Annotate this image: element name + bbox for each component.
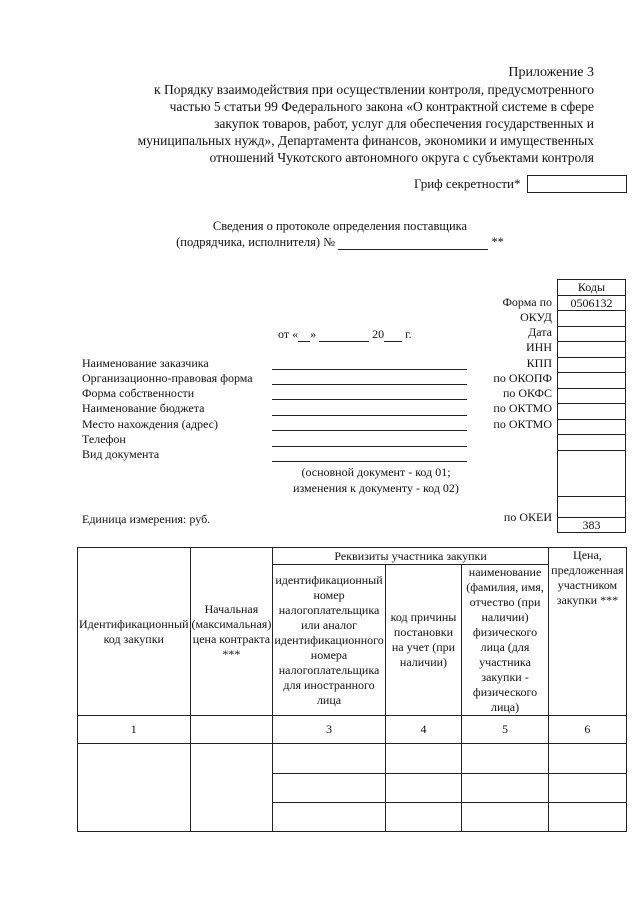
code-oktmo-1[interactable]: [558, 404, 626, 420]
protocol-number-footnote: **: [491, 235, 504, 249]
header-procurement-code: Идентификационный код закупки: [78, 548, 191, 716]
ownership-label: Форма собственности: [82, 386, 195, 400]
appendix-line: закупок товаров, работ, услуг для обеспечения государственных и: [214, 116, 594, 131]
doc-type-note-line1: (основной документ - код 01;: [301, 465, 451, 479]
header-inn: идентификационный номер налогоплательщика или аналог идентификационного номера налогоплательщика для иностранного лица: [273, 565, 385, 716]
date-line: [278, 327, 412, 342]
customer-name-label: Наименование заказчика: [82, 356, 209, 370]
code-phone[interactable]: [558, 435, 626, 451]
header-initial-price: Начальная (максимальная) цена контракта ***: [190, 548, 273, 716]
cell-offered-price[interactable]: [548, 744, 626, 774]
date-day-field[interactable]: [298, 330, 310, 342]
address-field[interactable]: [272, 430, 467, 431]
ownership-field[interactable]: [272, 399, 467, 400]
cell-offered-price[interactable]: [548, 774, 626, 803]
org-form-label: Организационно-правовая форма: [82, 371, 253, 385]
appendix-line: к Порядку взаимодействия при осуществлении контроля, предусмотренного: [154, 82, 594, 97]
cell-participant-name[interactable]: [462, 744, 549, 774]
appendix-line: частью 5 статьи 99 Федерального закона «О контрактной системе в сфере: [169, 99, 594, 114]
code-oktmo-2[interactable]: [558, 419, 626, 435]
okud-label-2: ОКУД: [520, 310, 552, 324]
cell-inn[interactable]: [273, 803, 385, 832]
appendix-line: отношений Чукотского автономного округа с субъектами контроля: [209, 150, 594, 165]
code-okei: 383: [558, 517, 626, 533]
doc-type-field[interactable]: [272, 461, 467, 462]
cell-kpp[interactable]: [385, 774, 462, 803]
table-row: [78, 716, 627, 744]
customer-name-field[interactable]: [272, 369, 467, 370]
cell-inn[interactable]: [273, 744, 385, 774]
column-number: [190, 716, 273, 744]
header-participant-name: наименование (фамилия, имя, отчество (при наличии) физического лица (для участника закупки - физического лица): [462, 565, 549, 716]
header-offered-price: Цена, предложенная участником закупки ***: [548, 548, 626, 716]
header-participant-group: Реквизиты участника закупки: [273, 548, 549, 565]
doc-type-note: [276, 464, 476, 496]
column-number: 3: [273, 716, 385, 744]
column-number: 5: [462, 716, 549, 744]
doc-type-label: Вид документа: [82, 447, 160, 461]
cell-procurement-code[interactable]: [78, 744, 191, 832]
code-okud: 0506132: [558, 295, 626, 311]
cell-inn[interactable]: [273, 774, 385, 803]
date-middle: »: [310, 327, 320, 341]
cell-kpp[interactable]: [385, 803, 462, 832]
appendix-header: [34, 64, 594, 166]
codes-table: [557, 279, 626, 533]
document-title-line1: Сведения о протоколе определения поставщика: [212, 219, 468, 233]
date-month-field[interactable]: [319, 330, 369, 342]
code-kpp[interactable]: [558, 357, 626, 373]
cell-offered-price[interactable]: [548, 803, 626, 832]
code-inn[interactable]: [558, 342, 626, 358]
column-number: 6: [548, 716, 626, 744]
document-title-line2: [150, 234, 530, 250]
phone-field[interactable]: [272, 446, 467, 447]
table-row: [78, 744, 627, 774]
appendix-line: муниципальных нужд», Департамента финансов, экономики и имущественных: [137, 133, 594, 148]
code-empty[interactable]: [558, 496, 626, 517]
okei-label: по ОКЕИ: [503, 510, 552, 524]
budget-label: Наименование бюджета: [82, 401, 205, 415]
oktmo-label-2: по ОКТМО: [493, 417, 552, 431]
grif-input[interactable]: [527, 175, 627, 193]
kpp-label: КПП: [526, 356, 552, 370]
column-number: 4: [385, 716, 462, 744]
protocol-number-field[interactable]: [338, 237, 488, 250]
cell-kpp[interactable]: [385, 744, 462, 774]
codes-header: Коды: [558, 280, 626, 296]
oktmo-label-1: по ОКТМО: [493, 401, 552, 415]
code-doc-type[interactable]: [558, 450, 626, 496]
document-title: [150, 218, 530, 250]
code-okud-2[interactable]: [558, 311, 626, 327]
date-prefix: от «: [278, 327, 299, 341]
unit-of-measure: Единица измерения: руб.: [82, 512, 211, 526]
date-year-field[interactable]: [384, 330, 402, 342]
okud-label-1: Форма по: [502, 295, 552, 309]
column-number: 1: [78, 716, 191, 744]
date-suffix: г.: [402, 327, 412, 341]
cell-participant-name[interactable]: [462, 803, 549, 832]
phone-label: Телефон: [82, 432, 126, 446]
code-okfs[interactable]: [558, 388, 626, 404]
grif-label: Гриф секретности*: [414, 176, 521, 191]
code-okopf[interactable]: [558, 373, 626, 389]
okfs-label: по ОКФС: [502, 386, 552, 400]
date-year-prefix: 20: [369, 327, 385, 341]
code-date[interactable]: [558, 326, 626, 342]
okopf-label: по ОКОПФ: [493, 371, 552, 385]
date-label: Дата: [528, 325, 552, 339]
inn-label: ИНН: [526, 340, 552, 354]
org-form-field[interactable]: [272, 384, 467, 385]
appendix-title: Приложение 3: [508, 65, 594, 80]
budget-field[interactable]: [272, 415, 467, 416]
address-label: Место нахождения (адрес): [82, 417, 219, 431]
header-kpp: код причины постановки на учет (при наличии): [385, 565, 462, 716]
participants-table: [77, 547, 627, 832]
protocol-number-label: (подрядчика, исполнителя) №: [176, 235, 336, 249]
cell-participant-name[interactable]: [462, 774, 549, 803]
doc-type-note-line2: изменения к документу - код 02): [293, 481, 459, 495]
cell-initial-price[interactable]: [190, 744, 273, 832]
